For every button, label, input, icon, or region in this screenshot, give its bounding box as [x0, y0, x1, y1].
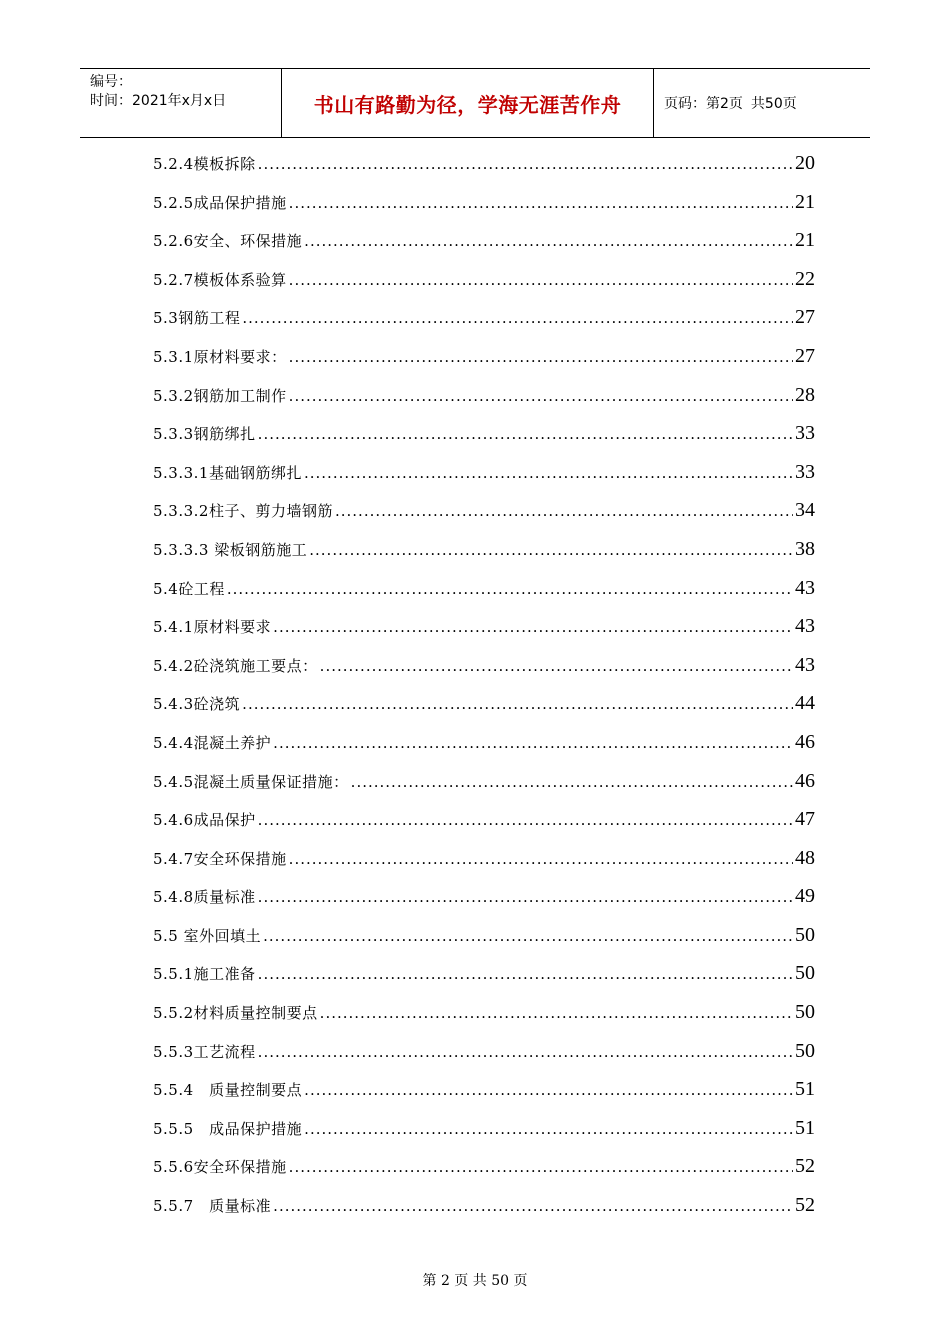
toc-entry-title: 5.3钢筋工程: [153, 309, 241, 328]
toc-entry-title: 5.4.1原材料要求: [153, 618, 272, 637]
toc-entry-title: 5.3.3钢筋绑扎: [153, 425, 256, 444]
toc-leader-dots: [273, 618, 793, 636]
toc-entry-page-number: 20: [795, 152, 815, 174]
toc-entry[interactable]: [153, 461, 815, 500]
toc-entry-page-number: 47: [795, 808, 815, 831]
toc-entry-page-number: 44: [795, 692, 815, 715]
toc-entry[interactable]: [153, 1117, 815, 1156]
toc-entry-title: 5.3.2钢筋加工制作: [153, 386, 287, 405]
toc-entry-title: 5.3.3.2柱子、剪力墙钢筋: [153, 502, 333, 521]
toc-entry[interactable]: [153, 615, 815, 654]
toc-leader-dots: [258, 965, 793, 983]
toc-entry-page-number: 33: [795, 460, 815, 483]
toc-entry-title: 5.5.7 质量标准: [153, 1197, 272, 1216]
toc-entry[interactable]: [153, 1078, 815, 1117]
toc-entry-title: 5.4.8质量标准: [153, 888, 256, 907]
toc-entry[interactable]: [153, 499, 815, 538]
toc-entry[interactable]: [153, 1155, 815, 1194]
toc-entry-title: 5.4.4混凝土养护: [153, 733, 272, 752]
page-footer: 第 2 页 共 50 页: [422, 1273, 528, 1289]
toc-entry-page-number: 22: [795, 267, 815, 290]
toc-entry[interactable]: [153, 1040, 815, 1079]
toc-entry[interactable]: [153, 847, 815, 886]
toc-entry-page-number: 51: [795, 1078, 815, 1101]
toc-entry-page-number: 50: [795, 962, 815, 985]
toc-leader-dots: [289, 387, 793, 405]
toc-leader-dots: [289, 850, 793, 868]
toc-leader-dots: [309, 541, 793, 559]
toc-entry-page-number: 46: [795, 730, 815, 753]
toc-entry-title: 5.2.6安全、环保措施: [153, 232, 303, 251]
toc-entry-page-number: 33: [795, 422, 815, 445]
toc-entry-title: 5.2.5成品保护措施: [153, 193, 287, 212]
toc-leader-dots: [289, 194, 793, 212]
toc-leader-dots: [304, 1120, 793, 1138]
toc-entry[interactable]: [153, 577, 815, 616]
toc-entry-page-number: 38: [795, 537, 815, 560]
toc-entry[interactable]: [153, 345, 815, 384]
toc-entry-title: 5.3.1原材料要求：: [153, 347, 287, 366]
toc-entry-page-number: 21: [795, 229, 815, 252]
toc-entry-title: 5.5.6安全环保措施: [153, 1158, 287, 1177]
toc-entry-page-number: 51: [795, 1116, 815, 1139]
toc-entry[interactable]: [153, 384, 815, 423]
header-page-number: 页码：第2页: [664, 96, 743, 112]
toc-entry-page-number: 50: [795, 1039, 815, 1062]
toc-entry-title: 5.5.3工艺流程: [153, 1042, 256, 1061]
toc-entry-title: 5.5.5 成品保护措施: [153, 1119, 303, 1138]
toc-leader-dots: [304, 1081, 793, 1099]
page-header: [80, 68, 870, 138]
toc-entry[interactable]: [153, 808, 815, 847]
toc-entry-title: 5.5.2材料质量控制要点: [153, 1004, 318, 1023]
toc-entry-title: 5.4.3砼浇筑: [153, 695, 241, 714]
toc-entry[interactable]: [153, 1001, 815, 1040]
toc-leader-dots: [289, 271, 793, 289]
toc-entry[interactable]: [153, 538, 815, 577]
toc-entry-page-number: 27: [795, 344, 815, 367]
toc-entry-title: 5.5.4 质量控制要点: [153, 1081, 303, 1100]
toc-leader-dots: [289, 1158, 793, 1176]
toc-entry-title: 5.3.3.1基础钢筋绑扎: [153, 463, 302, 482]
toc-entry-title: 5.5 室外回填土: [153, 926, 262, 945]
toc-entry[interactable]: [153, 731, 815, 770]
toc-entry-title: 5.4.7安全环保措施: [153, 849, 287, 868]
toc-entry-page-number: 21: [795, 190, 815, 213]
header-motto: 书山有路勤为径，学海无涯苦作舟: [282, 69, 654, 137]
toc-entry[interactable]: [153, 770, 815, 809]
toc-entry-page-number: 50: [795, 1001, 815, 1024]
toc-leader-dots: [263, 927, 793, 945]
toc-entry[interactable]: [153, 692, 815, 731]
toc-entry-page-number: 27: [795, 306, 815, 329]
table-of-contents: [153, 152, 815, 1233]
header-page-info: [654, 69, 870, 137]
toc-leader-dots: [273, 1197, 793, 1215]
toc-entry-title: 5.3.3.3 梁板钢筋施工: [153, 540, 308, 559]
toc-entry-page-number: 48: [795, 846, 815, 869]
toc-leader-dots: [258, 811, 793, 829]
toc-leader-dots: [227, 580, 793, 598]
toc-entry-page-number: 46: [795, 769, 815, 792]
toc-entry-page-number: 43: [795, 653, 815, 676]
header-page-total: 共50页: [750, 96, 797, 112]
toc-entry-page-number: 52: [795, 1194, 815, 1217]
toc-leader-dots: [335, 502, 793, 520]
toc-leader-dots: [273, 734, 793, 752]
toc-leader-dots: [304, 464, 793, 482]
toc-entry-title: 5.5.1施工准备: [153, 965, 256, 984]
toc-entry[interactable]: [153, 962, 815, 1001]
toc-entry-page-number: 49: [795, 885, 815, 908]
toc-leader-dots: [258, 888, 793, 906]
toc-entry-title: 5.4.2砼浇筑施工要点：: [153, 656, 318, 675]
toc-entry[interactable]: [153, 268, 815, 307]
toc-entry-page-number: 34: [795, 499, 815, 522]
toc-entry[interactable]: [153, 924, 815, 963]
toc-entry[interactable]: [153, 191, 815, 230]
toc-entry-title: 5.4.5混凝土质量保证措施：: [153, 772, 349, 791]
toc-entry[interactable]: [153, 654, 815, 693]
toc-entry[interactable]: [153, 229, 815, 268]
toc-entry-page-number: 28: [795, 383, 815, 406]
toc-entry-page-number: 52: [795, 1155, 815, 1178]
toc-leader-dots: [320, 657, 793, 675]
toc-entry-title: 5.4.6成品保护: [153, 811, 256, 830]
toc-leader-dots: [351, 773, 793, 791]
toc-leader-dots: [258, 1043, 793, 1061]
header-meta: [80, 69, 282, 137]
toc-entry[interactable]: [153, 152, 815, 191]
toc-leader-dots: [258, 425, 793, 443]
toc-leader-dots: [320, 1004, 793, 1022]
toc-entry[interactable]: [153, 306, 815, 345]
toc-entry[interactable]: [153, 422, 815, 461]
toc-entry-title: 5.2.4模板拆除: [153, 155, 256, 173]
toc-entry-page-number: 50: [795, 923, 815, 946]
toc-entry-title: 5.2.7模板体系验算: [153, 270, 287, 289]
toc-entry[interactable]: [153, 1194, 815, 1233]
toc-leader-dots: [242, 695, 793, 713]
toc-leader-dots: [304, 232, 793, 250]
toc-entry-page-number: 43: [795, 615, 815, 638]
toc-leader-dots: [242, 309, 793, 327]
toc-entry-title: 5.4砼工程: [153, 579, 225, 598]
document-time-label: 时间：2021年x月x日: [90, 93, 227, 109]
document-number-label: 编号：: [90, 74, 132, 90]
toc-leader-dots: [289, 348, 793, 366]
toc-entry-page-number: 43: [795, 576, 815, 599]
toc-leader-dots: [258, 155, 793, 173]
toc-entry[interactable]: [153, 885, 815, 924]
